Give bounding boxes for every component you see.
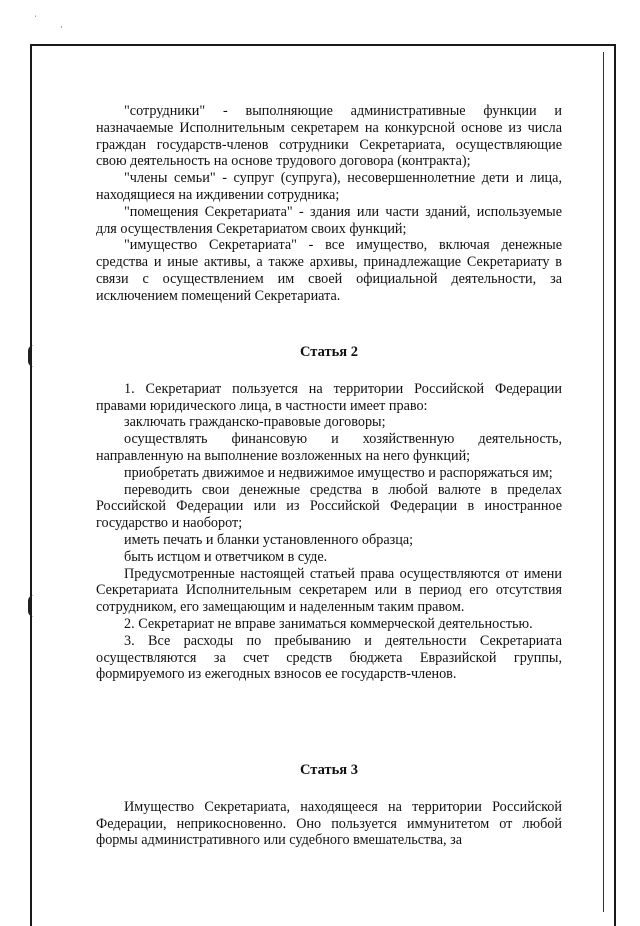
article-2-paragraph: Предусмотренные настоящей статьей права осуществляются от имени Секретариата Исполнительным секретарем или в период его отсутствия сотрудником, его замещающим и наделенным таким правом. bbox=[96, 565, 562, 616]
article-2-paragraph: переводить свои денежные средства в любой валюте в пределах Российской Федерации или из Российской Федерации в иностранное государство и наоборот; bbox=[96, 481, 562, 532]
article-2-paragraph: осуществлять финансовую и хозяйственную деятельность, направленную на выполнение возложенных на него функций; bbox=[96, 431, 562, 464]
article-2 bbox=[96, 344, 562, 683]
definitions-block bbox=[96, 103, 562, 305]
scan-speck: ˈ bbox=[34, 14, 37, 24]
definition-property: "имущество Секретариата" - все имущество, включая денежные средства и иные активы, а также архивы, принадлежащие Секретариату в связи с осуществлением им своей официальной деятельности, за исключением помещений Секретариата. bbox=[96, 237, 562, 304]
article-2-paragraph: 1. Секретариат пользуется на территории Российской Федерации правами юридического лица, в частности имеет право: bbox=[96, 380, 562, 414]
binding-mark bbox=[28, 595, 38, 617]
article-2-paragraph: заключать гражданско-правовые договоры; bbox=[124, 414, 386, 431]
article-3-title: Статья 3 bbox=[300, 762, 358, 778]
article-3 bbox=[96, 762, 562, 849]
definition-family-members: "члены семьи" - супруг (супруга), несовершеннолетние дети и лица, находящиеся на иждивении сотрудника; bbox=[96, 170, 562, 203]
definition-premises: "помещения Секретариата" - здания или части зданий, используемые для осуществления Секретариатом своих функций; bbox=[96, 203, 562, 237]
page-inner-rule bbox=[603, 52, 604, 912]
article-2-paragraph: 2. Секретариат не вправе заниматься коммерческой деятельностью. bbox=[124, 615, 533, 632]
article-2-paragraph: быть истцом и ответчиком в суде. bbox=[124, 548, 328, 565]
article-2-paragraph: иметь печать и бланки установленного образца; bbox=[124, 531, 414, 548]
definition-employees: "сотрудники" - выполняющие административные функции и назначаемые Исполнительным секретарем на конкурсной основе из числа граждан государств-членов сотрудники Секретариата, осуществляющие свою деятельность на основе трудового договора (контракта); bbox=[96, 103, 562, 170]
binding-mark bbox=[28, 345, 38, 367]
article-2-paragraph: приобретать движимое и недвижимое имущество и распоряжаться им; bbox=[124, 464, 553, 481]
article-3-paragraph: Имущество Секретариата, находящееся на территории Российской Федерации, неприкосновенно. Оно пользуется иммунитетом от любой формы административного или судебного вмешательства, за bbox=[96, 798, 562, 849]
article-2-paragraph: 3. Все расходы по пребыванию и деятельности Секретариата осуществляются за счет средств бюджета Евразийской группы, формируемого из ежегодных взносов ее государств-членов. bbox=[96, 632, 562, 683]
scan-speck: · bbox=[60, 22, 63, 32]
article-2-title: Статья 2 bbox=[300, 344, 358, 360]
